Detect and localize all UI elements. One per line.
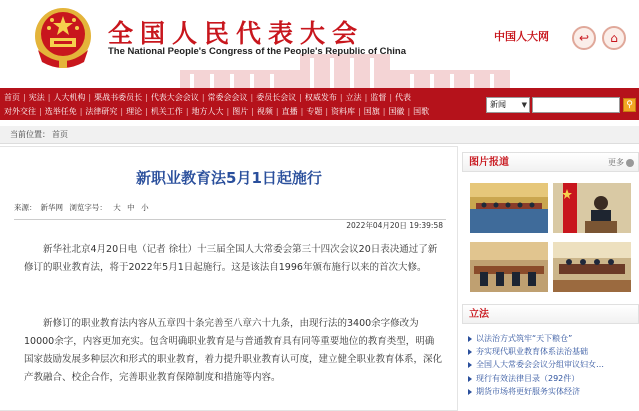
back-button[interactable]	[572, 26, 596, 50]
nav-item-legal-research[interactable]: 法律研究	[85, 107, 118, 116]
photo-report-header	[462, 152, 639, 172]
nav-item-releases[interactable]: 权威发布	[304, 93, 337, 102]
list-item[interactable]: 期货市场将更好服务实体经济	[468, 385, 639, 398]
article-paragraph: 新华社北京4月20日电（记者 徐壮）十三届全国人大常委会第三十四次会议20日表决通过了新修订的职业教育法，将于2022年5月1日起施行。这是该法自1996年颁布施行以来的首次大修。	[24, 244, 438, 273]
search-category-value: 新闻	[490, 100, 506, 109]
list-item[interactable]: 夯实现代职业教育体系法治基础	[468, 345, 639, 358]
nav-item-local-congresses[interactable]: 地方人大	[191, 107, 224, 116]
nav-item-office-work[interactable]: 机关工作	[150, 107, 183, 116]
home-icon: ⌂	[610, 31, 618, 45]
nav-item-home[interactable]: 首页	[4, 93, 20, 102]
photo-report-title: 图片报道	[469, 157, 509, 168]
article-meta	[14, 202, 153, 213]
news-photo-speaker[interactable]	[553, 183, 631, 233]
nav-item-theory[interactable]: 理论	[126, 107, 143, 116]
article-source: 新华网	[40, 203, 63, 212]
nav-item-emblem[interactable]: 国徽	[388, 107, 405, 116]
nav-item-deputies[interactable]: 代表	[395, 93, 412, 102]
nav-item-flag[interactable]: 国旗	[363, 107, 380, 116]
chevron-down-icon: ▼	[521, 101, 527, 109]
site-search	[486, 97, 636, 113]
nav-item-organs[interactable]: 人大机构	[53, 93, 86, 102]
font-size-small-button[interactable]: 小	[141, 203, 149, 212]
legislation-header	[462, 304, 639, 324]
breadcrumb	[0, 126, 639, 144]
npc-site-logo[interactable]	[494, 28, 549, 44]
article-date: 2022年04月20日 19:39:58	[346, 221, 443, 230]
nav-row-primary: 首页 | 宪法 | 人大机构 | 栗战书委员长 | 代表大会会议 | 常委会会议 | 委员长会议 | 权威发布 | 立法 | 监督 | 代表	[4, 91, 411, 105]
search-category-select[interactable]	[486, 97, 530, 113]
nav-item-pictures[interactable]: 图片	[232, 107, 249, 116]
home-button[interactable]	[602, 26, 626, 50]
site-header	[0, 0, 639, 88]
legislation-title[interactable]: 立法	[469, 309, 489, 320]
nav-item-live[interactable]: 直播	[281, 107, 298, 116]
nav-item-video[interactable]: 视频	[256, 107, 273, 116]
source-label: 来源：	[14, 203, 37, 212]
search-icon: ⚲	[626, 100, 633, 110]
news-photo-meeting-hall[interactable]	[470, 183, 548, 233]
nav-item-congress-sessions[interactable]: 代表大会会议	[150, 93, 199, 102]
sidebar	[462, 146, 639, 411]
breadcrumb-label: 当前位置：	[10, 130, 50, 139]
nav-item-chairmen-meetings[interactable]: 委员长会议	[256, 93, 297, 102]
nav-item-foreign-affairs[interactable]: 对外交往	[4, 107, 36, 116]
site-title-english: The National People's Congress of the People's Republic of China	[108, 46, 407, 57]
search-input[interactable]	[532, 97, 620, 113]
nav-item-standing-committee-sessions[interactable]: 常委会会议	[207, 93, 248, 102]
article-paragraph: 新修订的职业教育法内容从五章四十条完善至八章六十九条，由现行法的3400余字修改为10000余字，内容更加充实。包含明确职业教育是与普通教育具有同等重要地位的教育类型，明确国家鼓励发展多种层次和形式的职业教育，着力提升职业教育认可度，建立健全职业教育体系，深化产教融合、校企合作，完善职业教育保障制度和措施等内容。	[24, 318, 443, 383]
nav-item-database[interactable]: 资料库	[331, 107, 356, 116]
nav-item-chairman[interactable]: 栗战书委员长	[94, 93, 143, 102]
nav-item-anthem[interactable]: 国歌	[413, 107, 430, 116]
font-size-label: 浏览字号：	[69, 203, 107, 212]
nav-item-supervision[interactable]: 监督	[370, 93, 387, 102]
font-size-large-button[interactable]: 大	[113, 203, 121, 212]
news-photo-meeting-room[interactable]	[553, 242, 631, 292]
article-title: 新职业教育法5月1日起施行	[136, 169, 322, 187]
site-logo-text: 中国人大网	[494, 30, 549, 43]
more-link[interactable]: 更多	[608, 158, 624, 167]
article-panel	[0, 146, 458, 411]
news-photo-session[interactable]	[470, 242, 548, 292]
nav-item-topics[interactable]: 专题	[306, 107, 323, 116]
list-item[interactable]: 以法治方式筑牢“天下粮仓”	[468, 332, 639, 345]
national-emblem-icon[interactable]	[32, 6, 94, 70]
nav-item-constitution[interactable]: 宪法	[28, 93, 45, 102]
site-title-chinese: 全国人民代表大会	[108, 19, 365, 48]
breadcrumb-home-link[interactable]: 首页	[52, 130, 68, 139]
nav-item-legislation[interactable]: 立法	[345, 93, 362, 102]
more-arrow-icon[interactable]	[626, 159, 634, 167]
list-item[interactable]: 现行有效法律目录（292件）	[468, 372, 639, 385]
list-item[interactable]: 全国人大常委会会议分组审议妇女…	[468, 358, 639, 371]
nav-row-secondary: 对外交往 | 选举任免 | 法律研究 | 理论 | 机关工作 | 地方人大 | 图片 | 视频 | 直播 | 专题 | 资料库 | 国旗 | 国徽 | 国歌	[4, 105, 429, 119]
font-size-medium-button[interactable]: 中	[127, 203, 135, 212]
legislation-news-list	[468, 332, 639, 398]
search-button[interactable]	[623, 98, 636, 112]
back-arrow-icon: ↩	[578, 31, 590, 45]
nav-item-elections[interactable]: 选举任免	[44, 107, 77, 116]
